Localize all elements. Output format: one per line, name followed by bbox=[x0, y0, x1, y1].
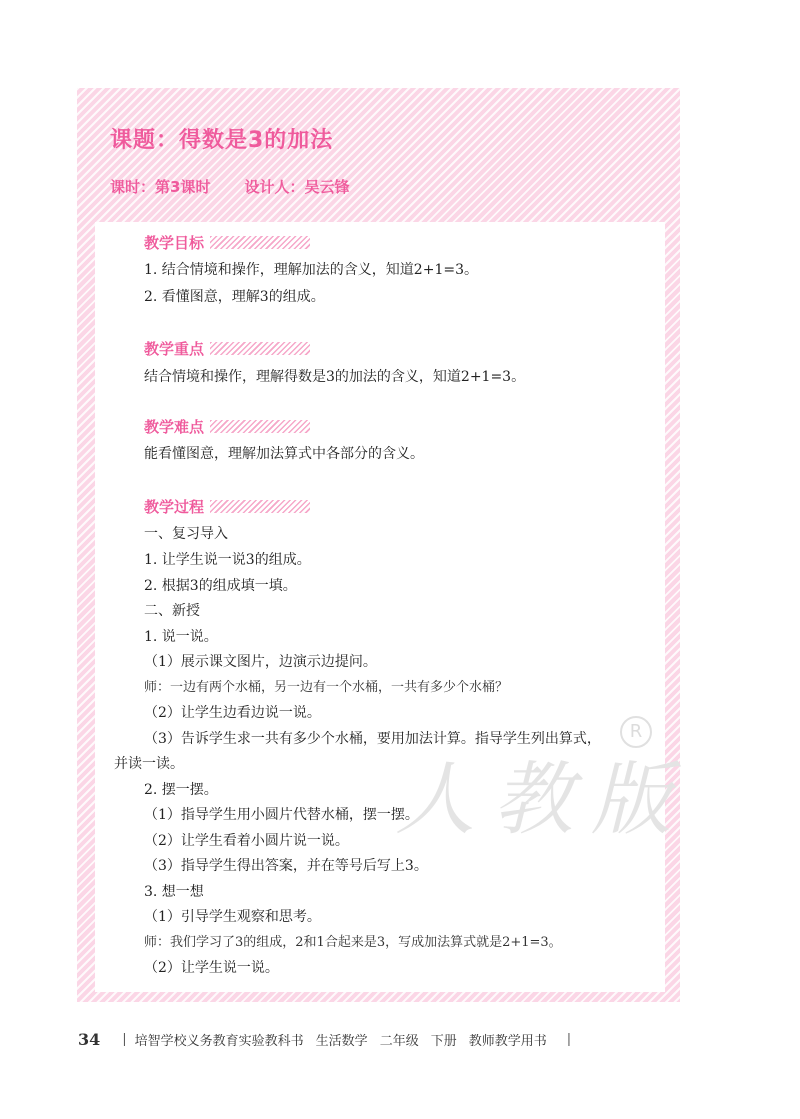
process-line: （3）告诉学生求一共有多少个水桶，要用加法计算。指导学生列出算式， bbox=[144, 731, 601, 747]
section-label: 教学过程 bbox=[144, 498, 205, 516]
process-line: （2）让学生看着小圆片说一说。 bbox=[144, 833, 349, 849]
process-line: 1. 让学生说一说3的组成。 bbox=[144, 552, 311, 568]
heading-stripe-decoration bbox=[210, 500, 310, 513]
teacher-dialogue: 师：一边有两个水桶，另一边有一个水桶，一共有多少个水桶？ bbox=[144, 680, 509, 695]
process-line: （1）指导学生用小圆片代替水桶，摆一摆。 bbox=[144, 807, 419, 823]
process-line: （2）让学生边看边说一说。 bbox=[144, 705, 321, 721]
process-line: 3. 想一想 bbox=[144, 884, 204, 900]
heading-stripe-decoration bbox=[210, 420, 310, 433]
section-label: 教学重点 bbox=[144, 340, 205, 358]
page-footer bbox=[78, 1030, 579, 1049]
section-heading-difficulty bbox=[144, 416, 310, 437]
lesson-title: 课题：得数是3的加法 bbox=[110, 128, 334, 153]
process-line: （1）展示课文图片，边演示边提问。 bbox=[144, 654, 377, 670]
registered-mark-icon: R bbox=[620, 716, 652, 748]
footer-volume: 下册 bbox=[430, 1034, 457, 1049]
footer-grade: 二年级 bbox=[379, 1034, 419, 1049]
process-line: 1. 说一说。 bbox=[144, 629, 218, 645]
teacher-dialogue: 师：我们学习了3的组成，2和1合起来是3，写成加法算式就是2+1=3。 bbox=[144, 935, 562, 950]
publisher-watermark: 人教版 bbox=[395, 753, 689, 846]
footer-subject: 生活数学 bbox=[315, 1034, 368, 1049]
section-label: 教学难点 bbox=[144, 418, 205, 436]
lesson-meta bbox=[110, 176, 349, 197]
process-line: 2. 摆一摆。 bbox=[144, 782, 218, 798]
process-line: （3）指导学生得出答案，并在等号后写上3。 bbox=[144, 858, 428, 874]
page-number: 34 bbox=[78, 1030, 101, 1049]
heading-stripe-decoration bbox=[210, 236, 310, 249]
difficulty-line: 能看懂图意，理解加法算式中各部分的含义。 bbox=[144, 446, 424, 462]
process-line: 并读一读。 bbox=[114, 756, 184, 772]
lesson-period: 课时：第3课时 bbox=[110, 178, 211, 196]
process-line: （1）引导学生观察和思考。 bbox=[144, 909, 321, 925]
key-line: 结合情境和操作，理解得数是3的加法的含义，知道2+1=3。 bbox=[144, 369, 526, 385]
process-line: 二、新授 bbox=[144, 603, 200, 619]
section-heading-goals bbox=[144, 232, 310, 253]
heading-stripe-decoration bbox=[210, 342, 310, 355]
goal-line: 2. 看懂图意，理解3的组成。 bbox=[144, 289, 325, 305]
section-label: 教学目标 bbox=[144, 234, 205, 252]
footer-book-type: 教师教学用书 bbox=[468, 1034, 547, 1049]
footer-series: 培智学校义务教育实验教科书 bbox=[134, 1034, 304, 1049]
lesson-designer: 设计人：吴云锋 bbox=[244, 178, 350, 196]
section-heading-key bbox=[144, 338, 310, 359]
footer-separator: | bbox=[122, 1032, 127, 1047]
footer-separator: | bbox=[566, 1032, 572, 1047]
process-line: 一、复习导入 bbox=[144, 526, 228, 542]
section-heading-process bbox=[144, 496, 310, 517]
goal-line: 1. 结合情境和操作，理解加法的含义，知道2+1=3。 bbox=[144, 262, 478, 278]
process-line: （2）让学生说一说。 bbox=[144, 960, 279, 976]
process-line: 2. 根据3的组成填一填。 bbox=[144, 578, 297, 594]
